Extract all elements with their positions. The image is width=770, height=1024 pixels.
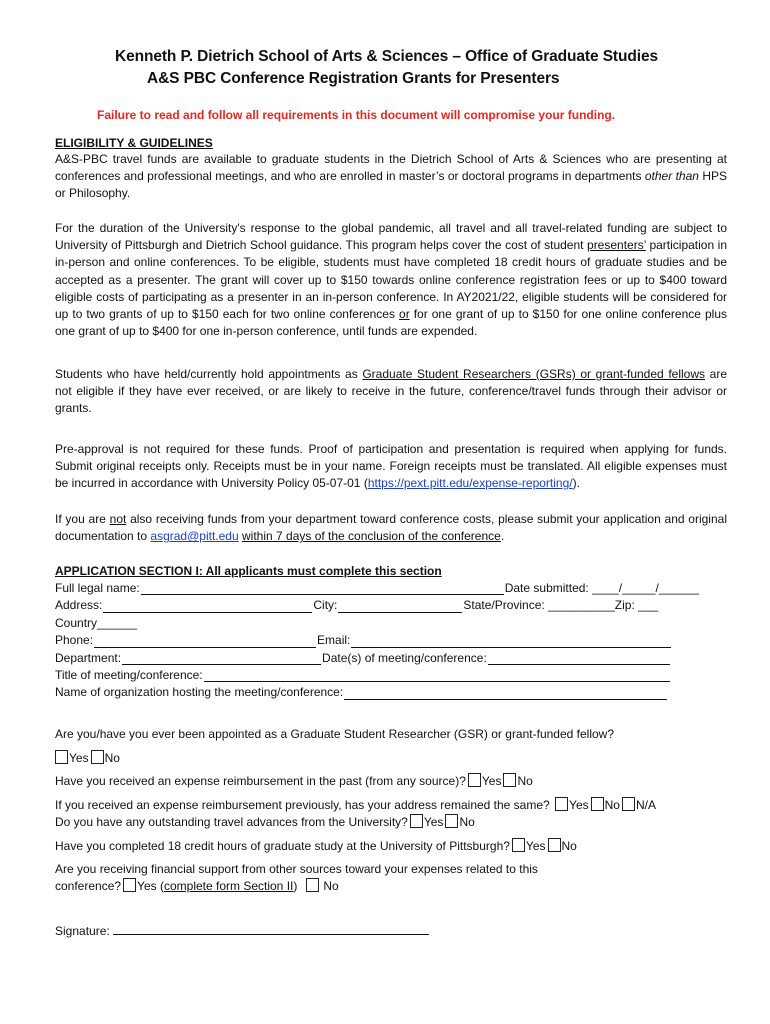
section1-heading: APPLICATION SECTION I: All applicants must complete this section <box>55 564 442 578</box>
support-yes-checkbox[interactable] <box>123 878 136 892</box>
meeting-dates-field[interactable] <box>488 652 670 665</box>
signature-field[interactable] <box>113 922 429 935</box>
advances-no-checkbox[interactable] <box>445 814 458 828</box>
full-legal-name-field[interactable] <box>141 582 504 595</box>
question-credit-hours: Have you completed 18 credit hours of graduate study at the University of Pittsburgh? Yes No <box>55 839 577 853</box>
date-submitted-field[interactable]: Date submitted: ____/_____/______ <box>504 580 699 595</box>
form-row-country <box>55 615 699 632</box>
signature-row: Signature: <box>55 922 429 940</box>
reimbursement-no-checkbox[interactable] <box>503 773 516 787</box>
question-gsr: Are you/have you ever been appointed as a Graduate Student Researcher (GSR) or grant-funded fellow? <box>55 727 615 741</box>
eligibility-paragraph-1: A&S-PBC travel funds are available to graduate students in the Dietrich School of Arts & Sciences who are presenting at conferences and professional meetings, and who are enrolled in master’s or doctoral programs in departments other than HPS or Philosophy. <box>55 152 727 201</box>
document-subtitle: A&S PBC Conference Registration Grants for Presenters <box>147 70 560 87</box>
eligibility-paragraph-5: If you are not also receiving funds from your department toward conference costs, please submit your application and original documentation to asgrad@pitt.edu within 7 days of the conclusion of the conference. <box>55 512 727 544</box>
question-address-same: If you received an expense reimbursement previously, has your address remained the same? Yes No N/A <box>55 798 656 812</box>
credits-no-checkbox[interactable] <box>548 838 561 852</box>
form-row-title: Title of meeting/conference: <box>55 667 699 684</box>
address-no-checkbox[interactable] <box>591 797 604 811</box>
country-field[interactable]: Country______ <box>55 615 138 630</box>
document-title: Kenneth P. Dietrich School of Arts & Sciences – Office of Graduate Studies <box>115 48 658 65</box>
city-field[interactable] <box>338 600 462 613</box>
gsr-no-checkbox[interactable] <box>91 750 104 764</box>
address-yes-checkbox[interactable] <box>555 797 568 811</box>
email-field[interactable] <box>351 635 671 648</box>
form-row-phone: Phone: Email: <box>55 632 699 649</box>
department-field[interactable] <box>122 652 321 665</box>
meeting-title-field[interactable] <box>204 669 670 682</box>
credits-yes-checkbox[interactable] <box>512 838 525 852</box>
advances-yes-checkbox[interactable] <box>410 814 423 828</box>
form-row-name: Full legal name: Date submitted: ____/_____/______ <box>55 580 699 597</box>
reimbursement-yes-checkbox[interactable] <box>468 773 481 787</box>
expense-reporting-link[interactable]: https://pext.pitt.edu/expense-reporting/ <box>367 476 573 491</box>
question-other-support: Are you receiving financial support from other sources toward your expenses related to this <box>55 862 538 876</box>
form-row-organization: Name of organization hosting the meeting/conference: <box>55 684 699 701</box>
phone-field[interactable] <box>94 635 316 648</box>
eligibility-heading: ELIGIBILITY & GUIDELINES <box>55 136 213 150</box>
eligibility-paragraph-3: Students who have held/currently hold appointments as Graduate Student Researchers (GSRs) or grant-funded fellows are not eligible if they have ever received, or are likely to receive in the future, conference/travel funds through their advisor or grants. <box>55 367 728 416</box>
warning-notice: Failure to read and follow all requirements in this document will compromise your funding. <box>97 108 616 122</box>
state-zip-field[interactable]: State/Province: __________Zip: ___ <box>463 598 659 613</box>
answer-gsr: Yes No <box>55 750 120 767</box>
question-reimbursement: Have you received an expense reimbursement in the past (from any source)? Yes No <box>55 774 533 788</box>
address-field[interactable] <box>103 600 312 613</box>
form-row-department: Department: Date(s) of meeting/conference: <box>55 650 699 667</box>
form-row-address: Address: City: State/Province: __________Zip: ___ <box>55 597 699 614</box>
support-no-checkbox[interactable] <box>306 878 319 892</box>
organization-field[interactable] <box>344 687 667 700</box>
question-other-support-answer: conference? Yes (complete form Section II) No <box>55 879 339 893</box>
asgrad-email-link[interactable]: asgrad@pitt.edu <box>150 529 239 544</box>
application-form <box>55 580 699 702</box>
gsr-yes-checkbox[interactable] <box>55 750 68 764</box>
address-na-checkbox[interactable] <box>622 797 635 811</box>
eligibility-paragraph-2: For the duration of the University's response to the global pandemic, all travel and all travel-related funding are subject to University of Pittsburgh and Dietrich School guidance. This program helps cover the cost of student presenters’ participation in in-person and online conferences. To be eligible, students must have completed 18 credit hours of graduate studies and be accepted as a presenter. The grant will cover up to $150 towards online conference registration fees or up to $400 toward eligible costs of participating as a presenter in an in-person conference. In AY2021/22, eligible students will be considered for up to two grants of up to $150 each for two online conferences or for one grant of up to $150 for one online conference plus one grant of up to $400 for one in-person conference, until funds are expended. <box>55 221 727 339</box>
eligibility-paragraph-4: Pre-approval is not required for these funds. Proof of participation and presentation is required when applying for funds. Submit original receipts only. Receipts must be in your name. Foreign receipts must be translated. All eligible expenses must be incurred in accordance with University Policy 05-07-01 (https://pext.pitt.edu/expense-reporting/). <box>55 442 727 491</box>
complete-section-ii-link: complete form Section II <box>163 879 294 893</box>
question-travel-advances: Do you have any outstanding travel advances from the University? Yes No <box>55 815 475 829</box>
